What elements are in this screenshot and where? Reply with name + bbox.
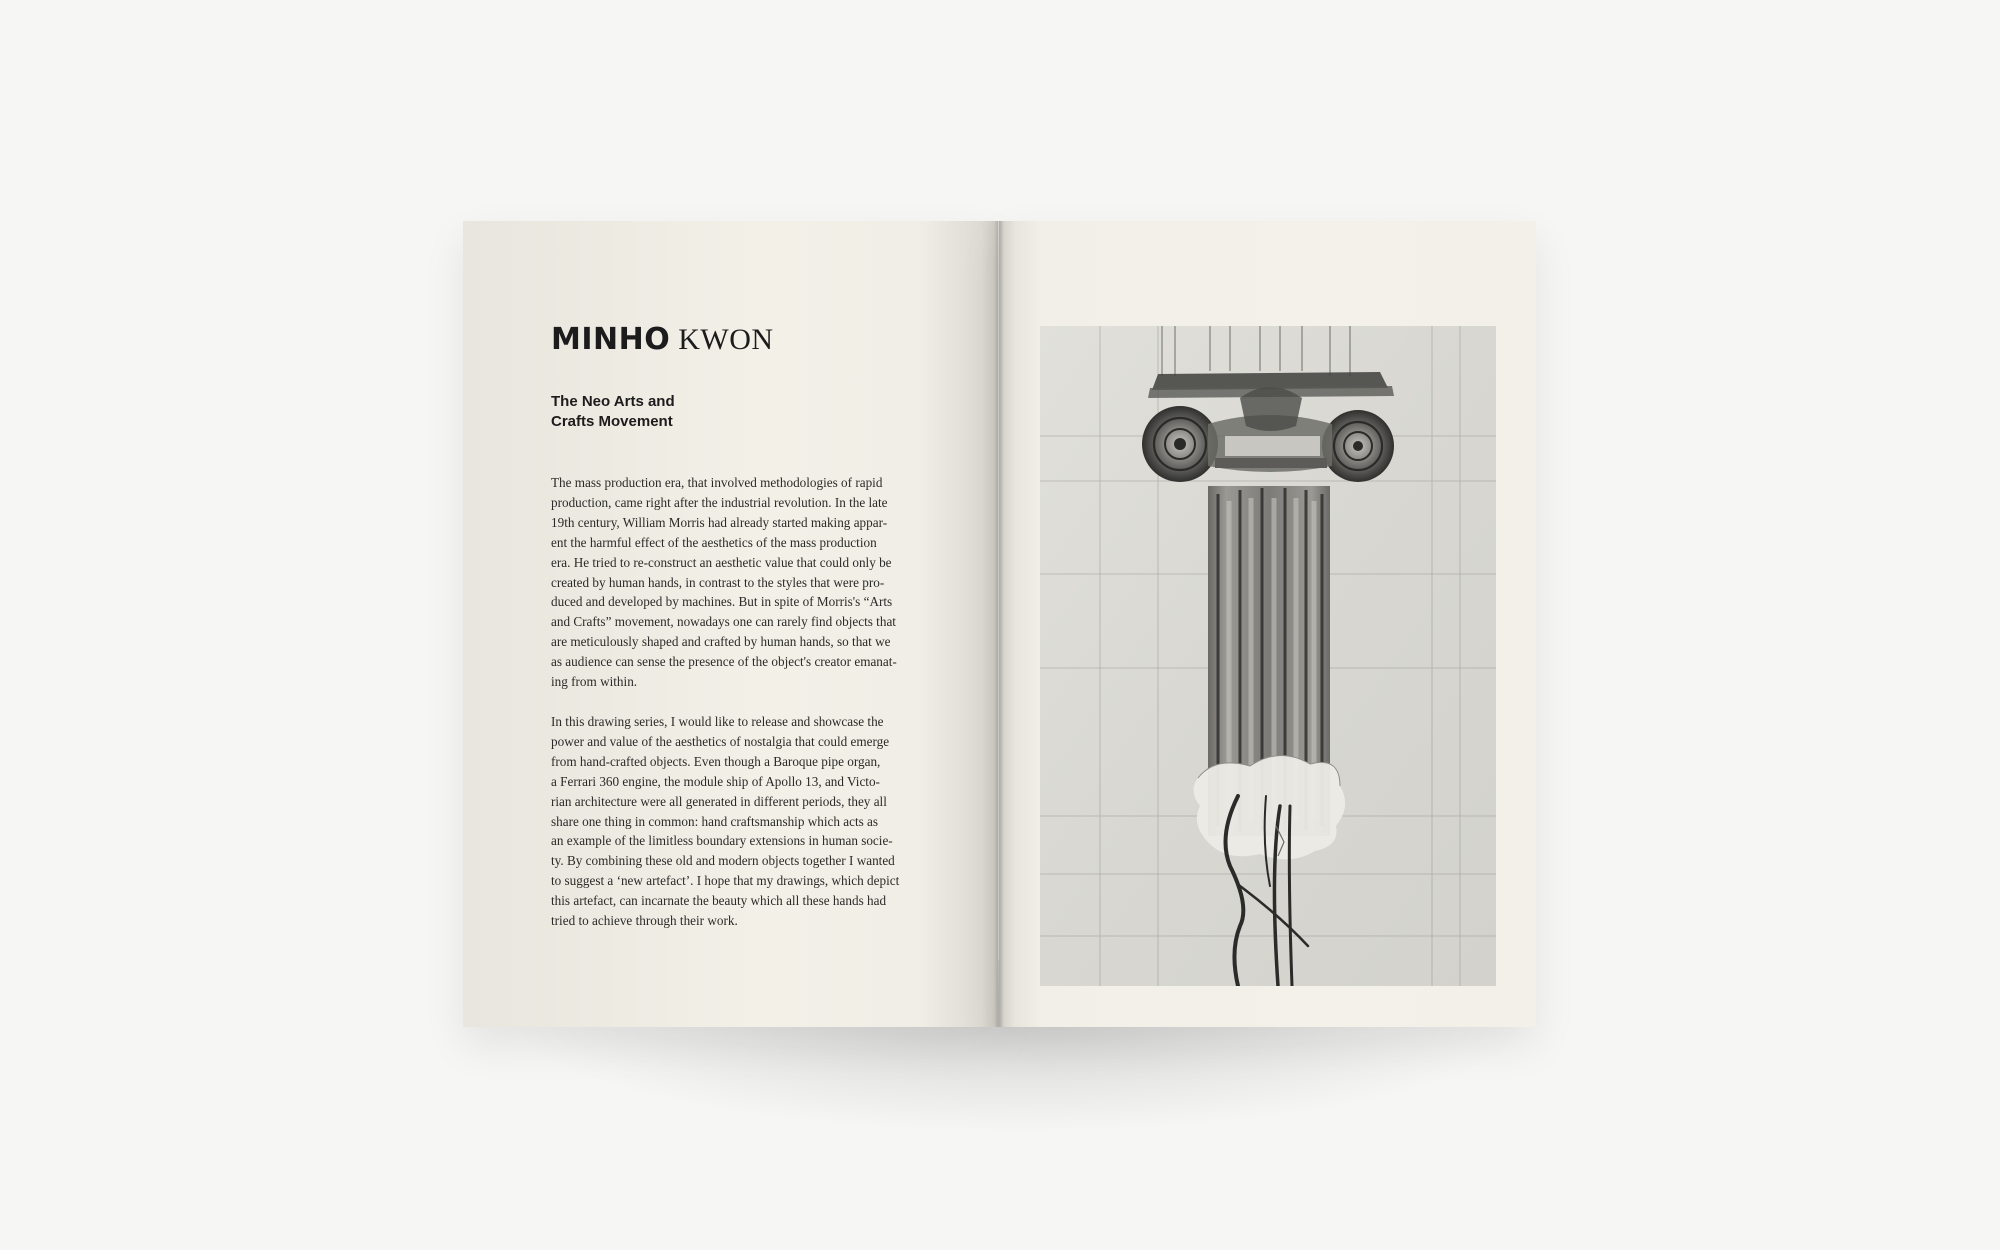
article-subtitle [551, 392, 811, 432]
text-line: duced and developed by machines. But in spite of Morris's “Arts [551, 594, 893, 610]
text-line: tried to achieve through their work. [551, 913, 738, 929]
text-line: to suggest a ‘new artefact’. I hope that my drawings, which depict [551, 873, 900, 889]
text-line: power and value of the aesthetics of nostalgia that could emerge [551, 733, 890, 749]
text-line: rian architecture were all generated in different periods, they all [551, 793, 887, 809]
body-paragraph-1 [551, 473, 921, 692]
body-paragraph-2 [551, 712, 921, 931]
author-last-name: KWON [678, 323, 774, 356]
author-first-name: MINHO [551, 322, 671, 357]
text-line: In this drawing series, I would like to release and showcase the [551, 714, 884, 729]
text-line: and Crafts” movement, nowadays one can rarely find objects that [551, 614, 896, 630]
text-line: era. He tried to re-construct an aesthetic value that could only be [551, 554, 892, 570]
text-line: production, came right after the industrial revolution. In the late [551, 494, 888, 510]
ionic-column-drawing-icon [1040, 326, 1496, 986]
subtitle-line: The Neo Arts and [551, 393, 675, 410]
subtitle-line: Crafts Movement [551, 413, 673, 430]
text-line: ent the harmful effect of the aesthetics of the mass production [551, 534, 877, 550]
text-line: ty. By combining these old and modern objects together I wanted [551, 853, 895, 869]
text-line: The mass production era, that involved methodologies of rapid [551, 475, 883, 490]
text-line: this artefact, can incarnate the beauty which all these hands had [551, 893, 887, 909]
author-name [551, 322, 774, 357]
text-line: are meticulously shaped and crafted by human hands, so that we [551, 634, 891, 650]
text-line: share one thing in common: hand craftsmanship which acts as [551, 813, 879, 829]
text-line: an example of the limitless boundary extensions in human socie- [551, 833, 893, 849]
text-line: ing from within. [551, 674, 638, 690]
text-line: 19th century, William Morris had already started making appar- [551, 514, 888, 530]
text-line: from hand-crafted objects. Even though a Baroque pipe organ, [551, 753, 881, 769]
text-line: a Ferrari 360 engine, the module ship of Apollo 13, and Victo- [551, 773, 880, 789]
text-line: created by human hands, in contrast to the styles that were pro- [551, 574, 885, 590]
book-gutter [994, 221, 1004, 1027]
text-line: as audience can sense the presence of the object's creator emanat- [551, 654, 897, 670]
